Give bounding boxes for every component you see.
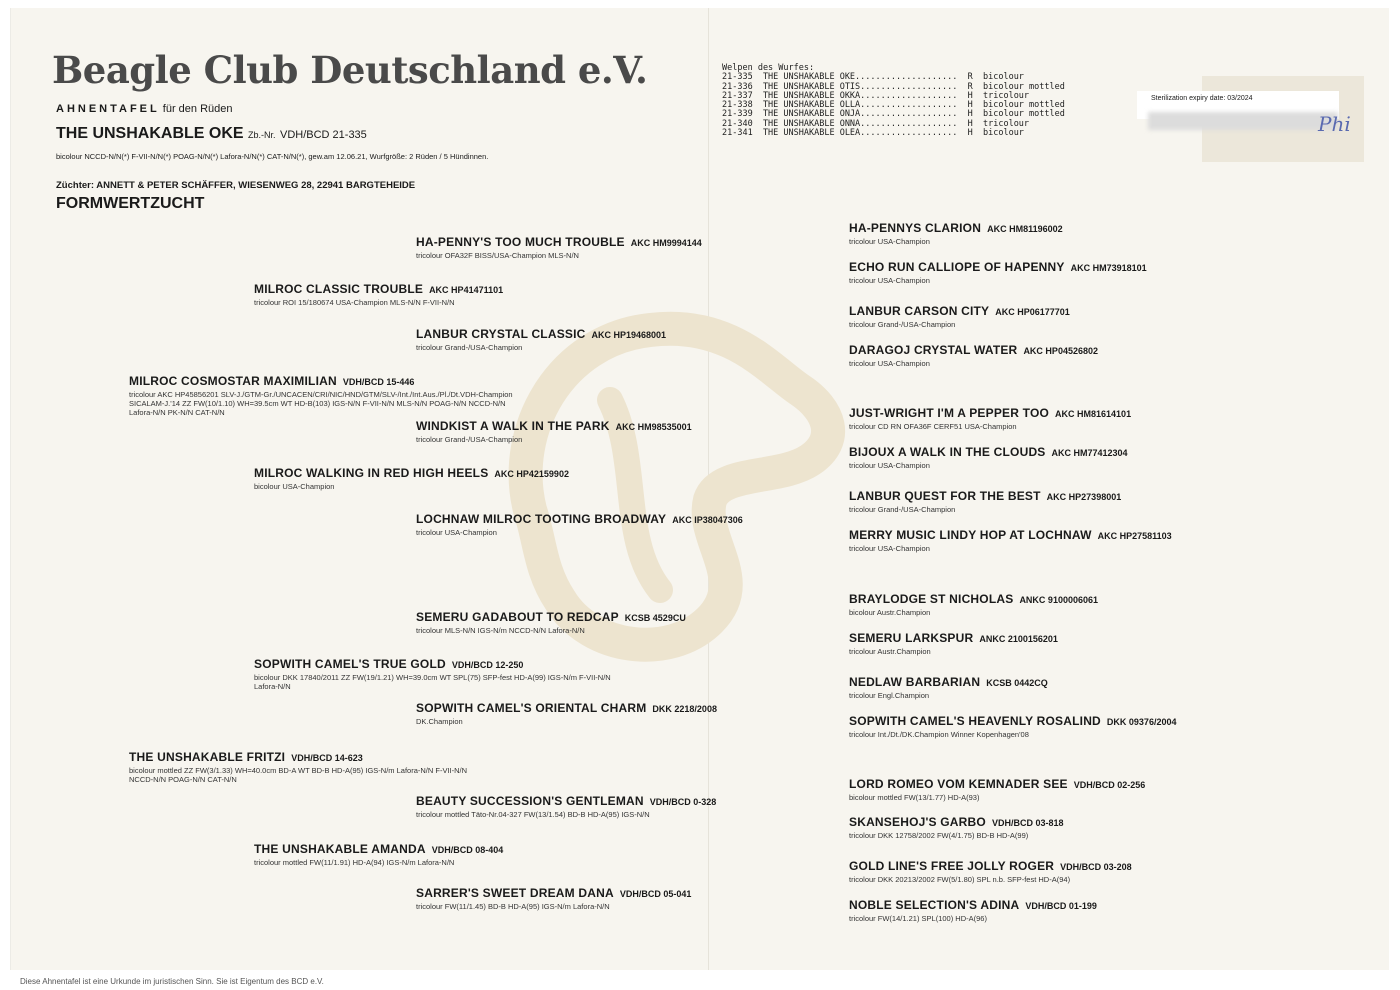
ancestor-gen2 <box>254 840 503 867</box>
ancestor-gen4 <box>849 404 1131 431</box>
ancestor-gen3 <box>416 417 692 444</box>
ancestor-details: tricolour Engl.Champion <box>849 691 930 700</box>
ancestor-gen4 <box>849 590 1098 617</box>
ancestor-gen4 <box>849 302 1070 329</box>
ancestor-name: HA-PENNYS CLARION <box>849 221 982 235</box>
dog-name-line <box>56 125 367 143</box>
litter-row: 21-336 THE UNSHAKABLE OTIS................... R bicolour mottled <box>722 81 1065 92</box>
ancestor-gen2 <box>254 280 503 307</box>
litter-row: 21-338 THE UNSHAKABLE OLLA................... H bicolour mottled <box>722 100 1065 111</box>
ancestor-gen2 <box>254 464 569 491</box>
ancestor-registration: AKC HM77412304 <box>1051 448 1128 458</box>
ancestor-name: THE UNSHAKABLE AMANDA <box>254 842 426 856</box>
ancestor-gen3 <box>416 510 743 537</box>
ancestor-registration: AKC IP38047306 <box>672 515 743 525</box>
ancestor-name: DARAGOJ CRYSTAL WATER <box>849 343 1018 357</box>
redacted-text <box>1148 112 1338 130</box>
litter-row: 21-339 THE UNSHAKABLE ONJA................... H bicolour mottled <box>722 109 1065 120</box>
ancestor-details: bicolour mottled ZZ FW(3/1.33) WH=40.0cm BD-A WT BD-B HD-A(95) IGS-N/m Lafora-N/N F-VII-N/N <box>129 766 468 775</box>
ancestor-registration: DKK 2218/2008 <box>652 704 717 714</box>
ancestor-name: LOCHNAW MILROC TOOTING BROADWAY <box>416 512 667 526</box>
ancestor-details: bicolour USA-Champion <box>254 482 335 491</box>
ancestor-registration: KCSB 0442CQ <box>986 678 1048 688</box>
legal-footer: Diese Ahnentafel ist eine Urkunde im juristischen Sinn. Sie ist Eigentum des BCD e.V. <box>20 977 324 986</box>
club-logo-title: Beagle Club Deutschland e.V. <box>52 48 648 92</box>
ancestor-details: tricolour mottled FW(11/1.91) HD-A(94) IGS-N/m Lafora-N/N <box>254 858 455 867</box>
ancestor-name: SKANSEHOJ'S GARBO <box>849 815 986 829</box>
ancestor-gen4 <box>849 712 1176 739</box>
ancestor-name: LANBUR QUEST FOR THE BEST <box>849 489 1041 503</box>
ancestor-registration: AKC HP41471101 <box>429 285 504 295</box>
ancestor-details: SICALAM-J.'14 ZZ FW(10/1.10) WH=39.5cm WT HD-B(103) IGS-N/N F-VII-N/N MLS-N/N POAG-N/N NCCD-N/N <box>129 399 506 408</box>
litter-list <box>722 64 1065 138</box>
ancestor-details: tricolour AKC HP45856201 SLV-J./GTM-Gr./UNCACEN/CRI/NIC/HND/GTM/SLV-/Int./Int.Aus./Pl./Dt.VDH-Champion <box>129 390 513 399</box>
ancestor-name: BIJOUX A WALK IN THE CLOUDS <box>849 445 1046 459</box>
litter-label: Welpen des Wurfes: <box>722 63 815 73</box>
ancestor-registration: AKC HP27398001 <box>1046 492 1122 502</box>
document-type-label: AHNENTAFEL <box>56 103 160 115</box>
ancestor-details: tricolour Grand-/USA-Champion <box>849 320 956 329</box>
ancestor-gen4 <box>849 258 1147 285</box>
ancestor-details: tricolour DKK 12758/2002 FW(4/1.75) BD-B HD-A(99) <box>849 831 1029 840</box>
ancestor-registration: VDH/BCD 0-328 <box>649 797 717 807</box>
ancestor-details: bicolour mottled FW(13/1.77) HD-A(93) <box>849 793 980 802</box>
ancestor-registration: AKC HM81196002 <box>987 224 1063 234</box>
ancestor-name: LANBUR CARSON CITY <box>849 304 990 318</box>
zb-number: VDH/BCD 21-335 <box>279 129 367 141</box>
signature: Phi <box>1318 112 1351 136</box>
ancestor-registration: VDH/BCD 01-199 <box>1025 901 1097 911</box>
ancestor-name: SOPWITH CAMEL'S ORIENTAL CHARM <box>416 701 647 715</box>
document-type-suffix: für den Rüden <box>159 103 233 115</box>
ancestor-details: tricolour OFA32F BISS/USA-Champion MLS-N/N <box>416 251 579 260</box>
ancestor-registration: KCSB 4529CU <box>624 613 686 623</box>
ancestor-details: tricolour CD RN OFA36F CERF51 USA-Champion <box>849 422 1017 431</box>
ancestor-gen4 <box>849 896 1097 923</box>
ancestor-registration: VDH/BCD 02-256 <box>1073 780 1146 790</box>
ancestor-registration: VDH/BCD 15-446 <box>342 377 415 387</box>
ancestor-details: tricolour Int./Dt./DK.Champion Winner Kopenhagen'08 <box>849 730 1029 739</box>
ancestor-details: tricolour USA-Champion <box>849 359 930 368</box>
ancestor-name: WINDKIST A WALK IN THE PARK <box>416 419 610 433</box>
ancestor-details: DK.Champion <box>416 717 463 726</box>
ancestor-gen2 <box>254 655 611 691</box>
ancestor-name: SEMERU GADABOUT TO REDCAP <box>416 610 619 624</box>
ancestor-details: tricolour Austr.Champion <box>849 647 931 656</box>
ancestor-details: bicolour DKK 17840/2011 ZZ FW(19/1.21) WH=39.0cm WT SPL(75) SFP-fest HD-A(99) IGS-N/m F-VII-N/N <box>254 673 611 682</box>
ancestor-details: tricolour FW(11/1.45) BD-B HD-A(95) IGS-N/m Lafora-N/N <box>416 902 610 911</box>
ancestor-name: BEAUTY SUCCESSION'S GENTLEMAN <box>416 794 644 808</box>
breeding-class: FORMWERTZUCHT <box>56 195 205 212</box>
ancestor-gen3 <box>416 792 716 819</box>
ancestor-gen4 <box>849 487 1121 514</box>
ancestor-name: SEMERU LARKSPUR <box>849 631 974 645</box>
ancestor-registration: AKC HM98535001 <box>615 422 692 432</box>
ancestor-name: JUST-WRIGHT I'M A PEPPER TOO <box>849 406 1050 420</box>
ancestor-name: MILROC WALKING IN RED HIGH HEELS <box>254 466 489 480</box>
ancestor-registration: VDH/BCD 12-250 <box>451 660 524 670</box>
ancestor-name: SOPWITH CAMEL'S HEAVENLY ROSALIND <box>849 714 1101 728</box>
sterilization-label: Sterilization expiry date: 03/2024 <box>1137 91 1339 119</box>
ancestor-name: ECHO RUN CALLIOPE OF HAPENNY <box>849 260 1065 274</box>
ancestor-gen1 <box>129 372 513 417</box>
dog-details: bicolour NCCD-N/N(*) F-VII-N/N(*) POAG-N/N(*) Lafora-N/N(*) CAT-N/N(*), gew.am 12.06.21, Wurfgröße: 2 Rüden / 5 Hündinnen. <box>56 152 489 161</box>
ancestor-details: tricolour USA-Champion <box>849 237 930 246</box>
ancestor-gen4 <box>849 341 1098 368</box>
ancestor-name: THE UNSHAKABLE FRITZI <box>129 750 286 764</box>
ancestor-details: tricolour ROI 15/180674 USA-Champion MLS-N/N F-VII-N/N <box>254 298 455 307</box>
ancestor-details: NCCD-N/N POAG-N/N CAT-N/N <box>129 775 237 784</box>
ancestor-gen4 <box>849 629 1058 656</box>
ancestor-gen4 <box>849 526 1172 553</box>
dog-name: THE UNSHAKABLE OKE <box>56 125 244 142</box>
ancestor-gen3 <box>416 233 702 260</box>
ancestor-details: tricolour mottled Täto-Nr.04-327 FW(13/1.54) BD-B HD-A(95) IGS-N/N <box>416 810 650 819</box>
ancestor-registration: AKC HM81614101 <box>1055 409 1132 419</box>
ancestor-registration: AKC HP19468001 <box>591 330 667 340</box>
ancestor-gen4 <box>849 673 1048 700</box>
ancestor-details: tricolour USA-Champion <box>849 544 930 553</box>
ancestor-name: LORD ROMEO VOM KEMNADER SEE <box>849 777 1068 791</box>
ancestor-registration: VDH/BCD 05-041 <box>619 889 692 899</box>
ancestor-gen4 <box>849 219 1063 246</box>
ancestor-details: Lafora-N/N <box>254 682 291 691</box>
ancestor-details: tricolour Grand-/USA-Champion <box>849 505 956 514</box>
ancestor-gen4 <box>849 443 1128 470</box>
ancestor-name: SARRER'S SWEET DREAM DANA <box>416 886 614 900</box>
ancestor-gen3 <box>416 699 717 726</box>
ancestor-name: SOPWITH CAMEL'S TRUE GOLD <box>254 657 446 671</box>
ancestor-details: tricolour MLS-N/N IGS-N/m NCCD-N/N Lafora-N/N <box>416 626 585 635</box>
ancestor-details: tricolour Grand-/USA-Champion <box>416 343 523 352</box>
ancestor-details: tricolour Grand-/USA-Champion <box>416 435 523 444</box>
ancestor-name: MERRY MUSIC LINDY HOP AT LOCHNAW <box>849 528 1092 542</box>
ancestor-name: LANBUR CRYSTAL CLASSIC <box>416 327 586 341</box>
ancestor-details: tricolour DKK 20213/2002 FW(5/1.80) SPL n.b. SFP-fest HD-A(94) <box>849 875 1071 884</box>
ancestor-registration: AKC HM9994144 <box>630 238 702 248</box>
ancestor-gen1 <box>129 748 467 784</box>
breeder-line: Züchter: ANNETT & PETER SCHÄFFER, WIESENWEG 28, 22941 BARGTEHEIDE <box>56 180 416 191</box>
litter-row: 21-337 THE UNSHAKABLE OKKA................... H tricolour <box>722 90 1030 101</box>
ancestor-registration: AKC HP27581103 <box>1097 531 1172 541</box>
ancestor-registration: VDH/BCD 08-404 <box>431 845 504 855</box>
ancestor-details: tricolour FW(14/1.21) SPL(100) HD-A(96) <box>849 914 987 923</box>
ancestor-details: tricolour USA-Champion <box>416 528 497 537</box>
litter-row: 21-335 THE UNSHAKABLE OKE.................... R bicolour <box>722 72 1024 83</box>
ancestor-name: MILROC CLASSIC TROUBLE <box>254 282 424 296</box>
ancestor-name: NOBLE SELECTION'S ADINA <box>849 898 1020 912</box>
ancestor-name: HA-PENNY'S TOO MUCH TROUBLE <box>416 235 625 249</box>
ancestor-gen3 <box>416 884 691 911</box>
ancestor-gen4 <box>849 813 1063 840</box>
ancestor-registration: ANKC 2100156201 <box>979 634 1058 644</box>
ancestor-details: Lafora-N/N PK-N/N CAT-N/N <box>129 408 225 417</box>
ancestor-registration: DKK 09376/2004 <box>1106 717 1177 727</box>
ancestor-name: NEDLAW BARBARIAN <box>849 675 981 689</box>
ancestor-details: tricolour USA-Champion <box>849 276 930 285</box>
ancestor-registration: ANKC 9100006061 <box>1019 595 1098 605</box>
ancestor-registration: VDH/BCD 03-818 <box>991 818 1064 828</box>
ancestor-name: MILROC COSMOSTAR MAXIMILIAN <box>129 374 337 388</box>
ancestor-details: tricolour USA-Champion <box>849 461 930 470</box>
ancestor-registration: AKC HP06177701 <box>995 307 1070 317</box>
ancestor-gen3 <box>416 608 686 635</box>
ancestor-details: bicolour Austr.Champion <box>849 608 931 617</box>
ancestor-name: GOLD LINE'S FREE JOLLY ROGER <box>849 859 1055 873</box>
document-type <box>56 103 233 115</box>
ancestor-gen3 <box>416 325 666 352</box>
litter-row: 21-340 THE UNSHAKABLE ONNA................... H tricolour <box>722 118 1030 129</box>
ancestor-gen4 <box>849 775 1145 802</box>
ancestor-registration: VDH/BCD 14-623 <box>291 753 363 763</box>
ancestor-registration: AKC HP42159902 <box>494 469 569 479</box>
ancestor-registration: VDH/BCD 03-208 <box>1060 862 1132 872</box>
zb-label: Zb.-Nr. <box>248 130 276 140</box>
ancestor-gen4 <box>849 857 1132 884</box>
ancestor-name: BRAYLODGE ST NICHOLAS <box>849 592 1014 606</box>
litter-row: 21-341 THE UNSHAKABLE OLEA................... H bicolour <box>722 128 1024 139</box>
ancestor-registration: AKC HP04526802 <box>1023 346 1098 356</box>
ancestor-registration: AKC HM73918101 <box>1070 263 1147 273</box>
